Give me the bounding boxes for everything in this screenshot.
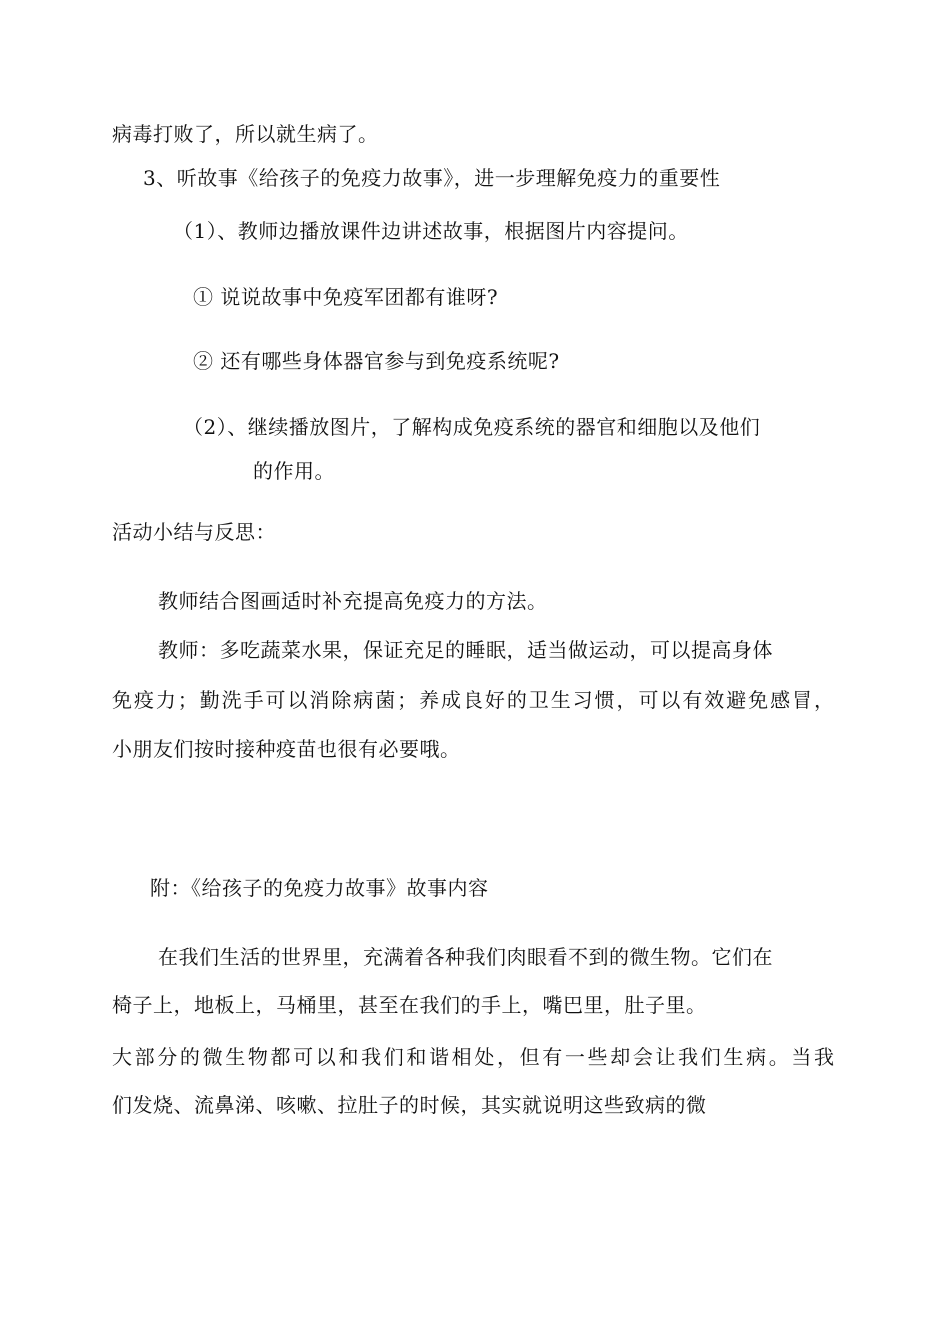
text-line-3: （1）、教师边播放课件边讲述故事，根据图片内容提问。 [173,219,689,243]
text-line-15: 椅子上，地板上，马桶里，甚至在我们的手上，嘴巴里，肚子里。 [112,993,707,1017]
text-line-14: 在我们生活的世界里，充满着各种我们肉眼看不到的微生物。它们在 [158,945,773,969]
text-line-17: 们发烧、流鼻涕、咳嗽、拉肚子的时候，其实就说明这些致病的微 [112,1093,707,1117]
text-line-10: 教师：多吃蔬菜水果，保证充足的睡眠，适当做运动，可以提高身体 [158,638,773,662]
section-heading: 活动小结与反思： [112,520,276,544]
text-line-2: 3、听故事《给孩子的免疫力故事》，进一步理解免疫力的重要性 [143,166,721,190]
text-line-4: ① 说说故事中免疫军团都有谁呀? [193,285,499,309]
appendix-heading: 附：《给孩子的免疫力故事》故事内容 [150,876,489,900]
text-line-6: （2）、继续播放图片，了解构成免疫系统的器官和细胞以及他们 [183,415,761,439]
text-line-16: 大部分的微生物都可以和我们和谐相处，但有一些却会让我们生病。当我 [112,1045,834,1069]
text-line-9: 教师结合图画适时补充提高免疫力的方法。 [158,589,548,613]
text-line-7: 的作用。 [253,459,335,483]
text-line-12: 小朋友们按时接种疫苗也很有必要哦。 [112,737,461,761]
text-line-5: ② 还有哪些身体器官参与到免疫系统呢? [193,349,560,373]
text-line-1: 病毒打败了，所以就生病了。 [112,122,379,146]
text-line-11: 免疫力；勤洗手可以消除病菌；养成良好的卫生习惯，可以有效避免感冒， [112,688,834,712]
